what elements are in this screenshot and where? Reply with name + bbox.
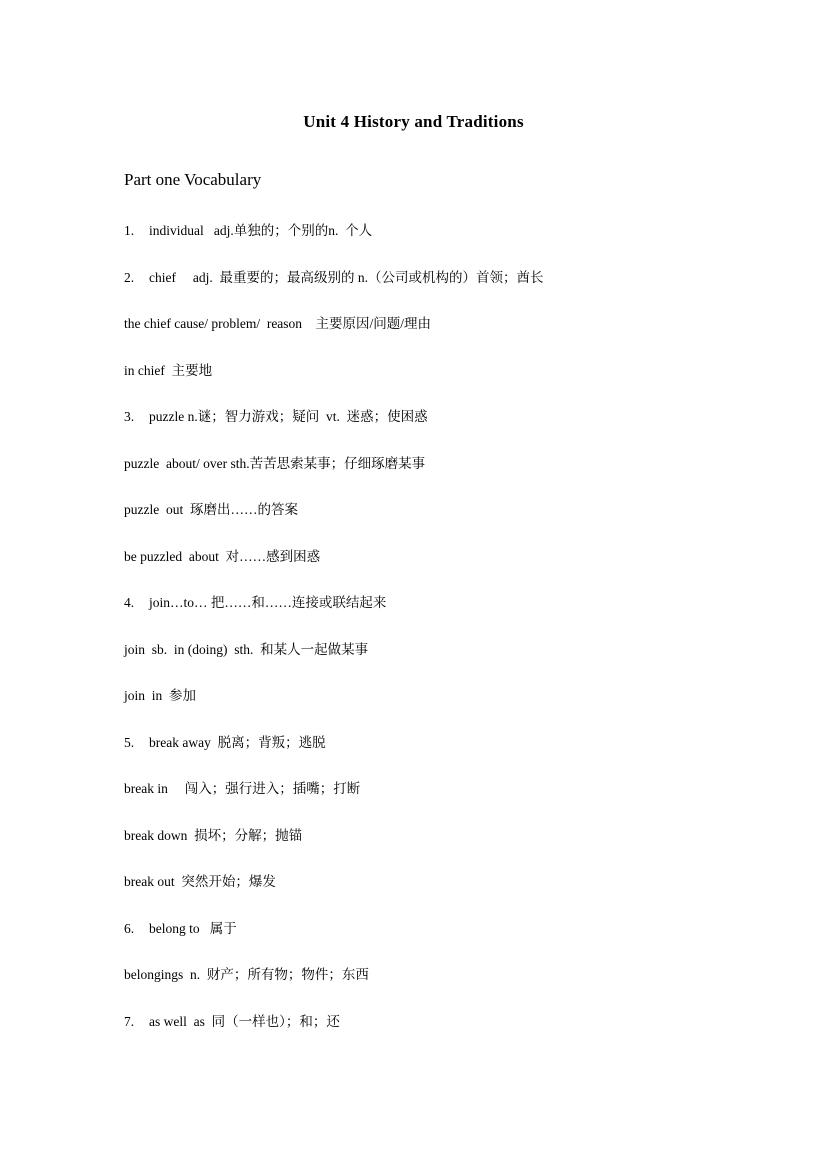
vocabulary-entry bbox=[124, 315, 764, 362]
entry-text: break down 损坏；分解；抛锚 bbox=[124, 827, 303, 843]
vocabulary-entry bbox=[124, 734, 764, 781]
entry-text: join sb. in (doing) sth. 和某人一起做某事 bbox=[124, 641, 369, 657]
entry-text: belong to 属于 bbox=[149, 920, 237, 936]
vocabulary-entry bbox=[124, 966, 764, 1013]
vocabulary-entry bbox=[124, 687, 764, 734]
vocabulary-entry bbox=[124, 1013, 764, 1060]
vocabulary-entry bbox=[124, 362, 764, 409]
entry-text: break away 脱离；背叛；逃脱 bbox=[149, 734, 326, 750]
entry-number: 2. bbox=[124, 269, 135, 285]
vocabulary-entry bbox=[124, 827, 764, 874]
entry-text: break in 闯入；强行进入；插嘴；打断 bbox=[124, 781, 361, 796]
entry-text: belongings n. 财产；所有物；物件；东西 bbox=[124, 967, 369, 982]
entry-number: 5. bbox=[124, 734, 135, 750]
vocabulary-list bbox=[124, 222, 764, 1059]
entry-text: break out 突然开始；爆发 bbox=[124, 874, 276, 889]
entry-number: 4. bbox=[124, 595, 135, 610]
vocabulary-entry bbox=[124, 455, 764, 502]
entry-text: join…to… 把……和……连接或联结起来 bbox=[149, 595, 387, 610]
entry-text: puzzle n.谜；智力游戏；疑问 vt. 迷惑；使困惑 bbox=[149, 409, 428, 424]
entry-text: the chief cause/ problem/ reason 主要原因/问题/理由 bbox=[124, 316, 432, 331]
vocabulary-entry bbox=[124, 641, 764, 688]
entry-text: chief adj. 最重要的；最高级别的 n.（公司或机构的）首领；酋长 bbox=[149, 269, 544, 285]
vocabulary-entry bbox=[124, 269, 764, 316]
entry-text: puzzle about/ over sth.苦苦思索某事；仔细琢磨某事 bbox=[124, 455, 426, 471]
vocabulary-entry bbox=[124, 780, 764, 827]
entry-number: 6. bbox=[124, 920, 135, 936]
entry-text: puzzle out 琢磨出……的答案 bbox=[124, 502, 298, 517]
entry-text: individual adj.单独的；个别的n. 个人 bbox=[149, 223, 373, 238]
entry-text: be puzzled about 对……感到困惑 bbox=[124, 548, 321, 564]
entry-text: join in 参加 bbox=[124, 688, 197, 703]
entry-text: in chief 主要地 bbox=[124, 362, 213, 378]
entry-number: 1. bbox=[124, 223, 135, 238]
vocabulary-entry bbox=[124, 920, 764, 967]
entry-number: 7. bbox=[124, 1013, 135, 1029]
vocabulary-entry bbox=[124, 222, 764, 269]
vocabulary-entry bbox=[124, 501, 764, 548]
document-title: Unit 4 History and Traditions bbox=[303, 112, 524, 131]
vocabulary-entry bbox=[124, 408, 764, 455]
entry-number: 3. bbox=[124, 409, 135, 424]
vocabulary-entry bbox=[124, 873, 764, 920]
vocabulary-entry bbox=[124, 548, 764, 595]
section-heading: Part one Vocabulary bbox=[124, 170, 262, 189]
vocabulary-entry bbox=[124, 594, 764, 641]
entry-text: as well as 同（一样也）；和；还 bbox=[149, 1013, 340, 1029]
